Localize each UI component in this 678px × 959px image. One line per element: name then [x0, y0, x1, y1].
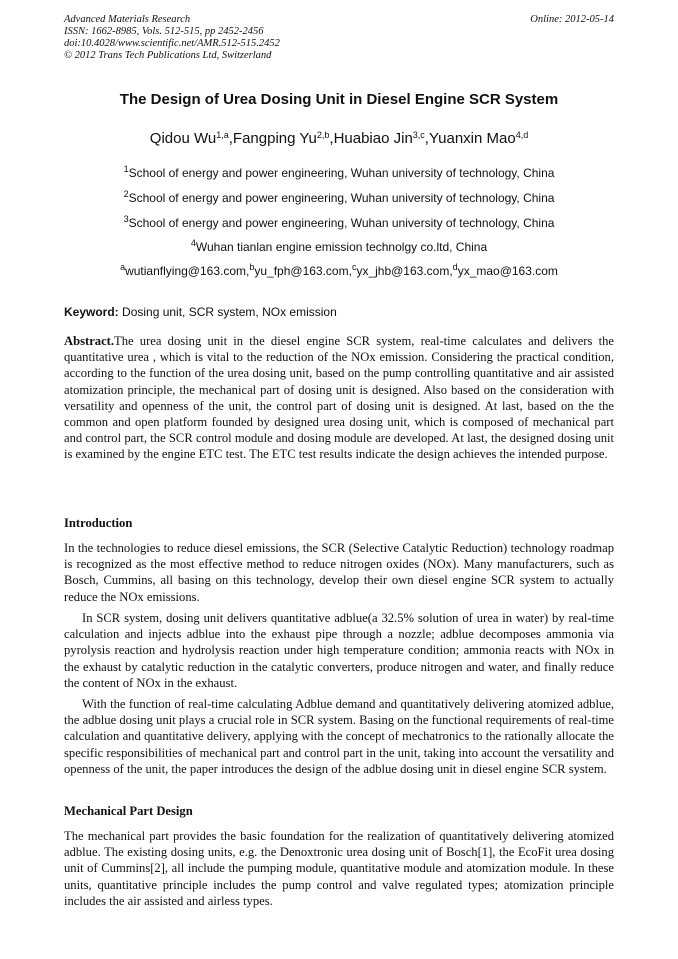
paper-title: The Design of Urea Dosing Unit in Diesel Engine SCR System	[119, 91, 559, 108]
affiliation-text: School of energy and power engineering, Wuhan university of technology, China	[128, 166, 555, 180]
author-name: Fangping Yu	[232, 130, 317, 147]
doi-line: doi:10.4028/www.scientific.net/AMR.512-515.2452	[64, 38, 280, 49]
email-sup: c	[351, 262, 357, 272]
affiliation-sup: 1	[123, 164, 129, 174]
author-name: Yuanxin Mao	[428, 130, 516, 147]
email-link[interactable]: yu_fph@163.com,	[254, 264, 352, 278]
intro-paragraph-3: With the function of real-time calculating Adblue demand and quantitatively delivering atomized adblue, the adblue dosing unit plays a crucial role in SCR system. Basing on the functional requirements of real-time calculation and quantitative delivery, applying with the concept of mechatronics to the rationally allocate the specific responsibilities of mechanical part and control part in the unit, taking into account the versatility and openness of the unit, the paper introduces the design of the adblue dosing unit in diesel engine SCR system.	[64, 697, 614, 776]
email-sup: a	[120, 262, 126, 272]
keyword-text: Dosing unit, SCR system, NOx emission	[118, 305, 337, 319]
author-sup: 3,c	[412, 130, 425, 140]
abstract-label: Abstract.	[64, 334, 115, 348]
email-sup: d	[452, 262, 458, 272]
intro-paragraph-2: In SCR system, dosing unit delivers quantitative adblue(a 32.5% solution of urea in water) by real-time calculation and injects adblue into the exhaust pipe through a nozzle; adblue decomposes ammonia via pyrolysis reaction and hydrolysis reaction under high temperature condition; ammonia reacts with NOx in the exhaust by catalytic reduction in the catalytic converters, produce nitrogen and water, and finally reduce the content of NOx in the exhaust.	[64, 611, 614, 690]
affiliation-text: School of energy and power engineering, Wuhan university of technology, China	[128, 216, 555, 230]
email-list	[0, 264, 678, 278]
issn-line: ISSN: 1662-8985, Vols. 512-515, pp 2452-2456	[64, 26, 264, 37]
affiliation-sup: 2	[123, 189, 129, 199]
author-name: Qidou Wu	[149, 130, 217, 147]
affiliation-sup: 4	[190, 238, 196, 248]
keyword-line	[64, 305, 337, 319]
email-link[interactable]: wutianflying@163.com,	[125, 264, 250, 278]
email-link[interactable]: yx_jhb@163.com,	[356, 264, 453, 278]
abstract-text: The urea dosing unit in the diesel engine SCR system, real-time calculates and delivers the quantitative urea , which is vital to the reduction of the NOx emission. Considering the practical condition, according to the function of the urea dosing unit, based on the pump controlling quantitative and air assisted atomization principle, the mechanical part of dosing unit is designed. Also based on the consideration with versatility and openness of the unit, the control part of dosing unit is designed. At last, based on the the common and open platform founded by designed urea dosing unit, which is composed of mechanical part and control part, the SCR control module and dosing module are developed. At last, the designed dosing unit is examined by the engine ETC test. The ETC test results indicate the design achieves the intended purpose.	[64, 334, 614, 462]
intro-paragraph-1: In the technologies to reduce diesel emissions, the SCR (Selective Catalytic Reduction) technology roadmap is recognized as the most effective method to reduce nitrogen oxides (NOx). Many manufacturers, such as Bosch, Cummins, all basing on this technology, develop their own diesel engine SCR system to actually reduce the NOx emissions.	[64, 541, 614, 604]
affiliation-sup: 3	[123, 214, 129, 224]
abstract-paragraph	[64, 333, 614, 463]
author-sep: ,	[228, 130, 233, 147]
email-sup: b	[249, 262, 255, 272]
affiliation-2	[0, 191, 678, 205]
introduction-heading: Introduction	[64, 516, 133, 530]
author-sep: ,	[424, 130, 429, 147]
author-sup: 4,d	[515, 130, 529, 140]
email-link[interactable]: yx_mao@163.com	[457, 264, 558, 278]
author-sup: 2,b	[316, 130, 330, 140]
author-sup: 1,a	[216, 130, 229, 140]
author-sep: ,	[329, 130, 334, 147]
mechanical-paragraph-1: The mechanical part provides the basic foundation for the realization of quantitatively delivering atomized adblue. The existing dosing units, e.g. the Denoxtronic urea dosing unit of Bosch[1], the EcoFit urea dosing unit of Cummins[2], all include the pumping module, quantitative module and atomization module. In these units, quantitative principle includes the pump control and valve regulated types; atomization principle includes the air assisted and airless types.	[64, 829, 614, 908]
affiliation-3	[0, 216, 678, 230]
author-list	[0, 130, 678, 147]
mechanical-heading: Mechanical Part Design	[64, 804, 193, 818]
affiliation-4	[0, 240, 678, 254]
copyright-line: © 2012 Trans Tech Publications Ltd, Switzerland	[64, 50, 272, 61]
author-name: Huabiao Jin	[333, 130, 413, 147]
affiliation-text: School of energy and power engineering, Wuhan university of technology, China	[128, 191, 555, 205]
online-date: Online: 2012-05-14	[530, 14, 614, 25]
affiliation-text: Wuhan tianlan engine emission technolgy co.ltd, China	[195, 240, 488, 254]
journal-header	[64, 14, 280, 62]
journal-name: Advanced Materials Research	[64, 14, 191, 25]
keyword-label: Keyword:	[64, 305, 119, 319]
affiliation-1	[0, 166, 678, 180]
